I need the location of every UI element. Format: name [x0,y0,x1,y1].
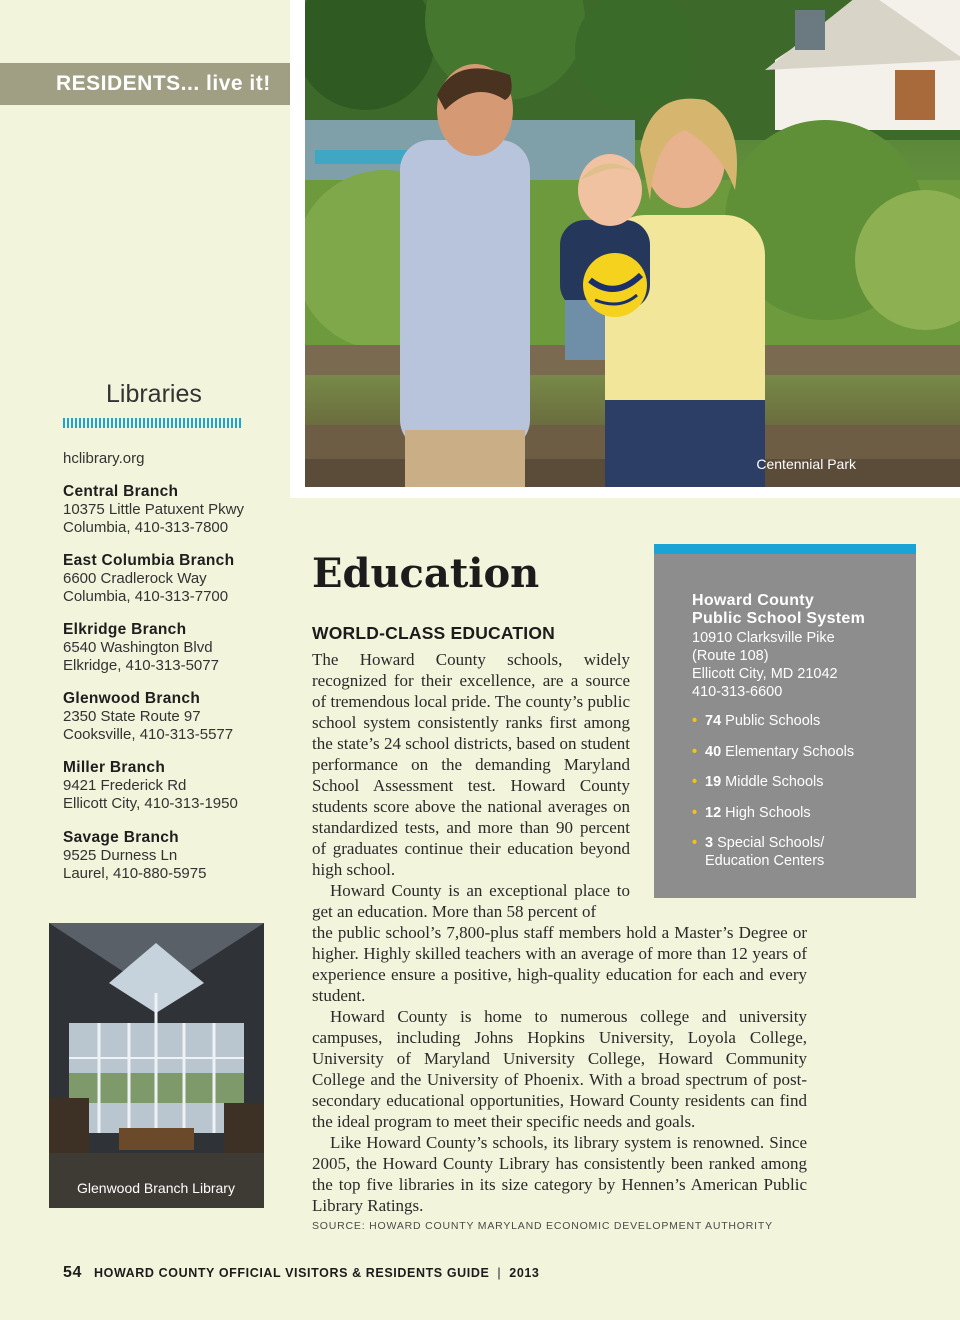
school-stat-number: 3 [705,835,714,851]
education-title: Education [312,550,540,597]
school-system-name [692,592,865,628]
branch-address: 9421 Frederick Rd [63,777,187,794]
school-stat-item [692,804,902,822]
box-accent-bar [654,544,916,554]
school-stat-number: 19 [705,774,722,790]
school-stat-item [692,834,902,870]
library-branch [63,759,283,813]
school-stat-label: Special Schools/ [717,835,825,851]
photo-caption: Centennial Park [756,456,856,472]
branch-city-phone: Ellicott City, 410-313-1950 [63,795,238,812]
library-photo [49,923,264,1208]
page-footer [63,1264,539,1282]
bullet-icon: • [692,713,698,729]
school-stat-label-continued: Education Centers [705,853,825,869]
branch-name: Miller Branch [63,759,166,776]
section-banner [0,63,340,105]
branch-city-phone: Columbia, 410-313-7800 [63,519,229,536]
school-stat-label: Elementary Schools [725,744,855,760]
branch-city-phone: Columbia, 410-313-7700 [63,588,229,605]
footer-separator: | [497,1266,502,1280]
education-subhead: WORLD-CLASS EDUCATION [312,623,556,643]
school-stat-label: Public Schools [725,713,821,729]
school-system-box [654,544,916,898]
article-paragraph: Like Howard County’s schools, its library system is renowned. Since 2005, the Howard County Library has consistently been ranked among the top five libraries in its size category by Hennen’s American Public Library Ratings. [312,1133,807,1215]
branch-address: 6600 Cradlerock Way [63,570,207,587]
guide-year: 2013 [509,1266,540,1280]
article-column-wide [312,922,807,1216]
school-stat-label: Middle Schools [725,774,824,790]
school-stat-number: 40 [705,744,722,760]
school-stat-item [692,743,902,761]
branch-name: Savage Branch [63,829,179,846]
libraries-heading: Libraries [106,380,202,408]
library-branch [63,690,283,744]
branch-name: Central Branch [63,483,179,500]
family-photo-illustration [305,0,960,487]
article-source: SOURCE: HOWARD COUNTY MARYLAND ECONOMIC DEVELOPMENT AUTHORITY [312,1220,773,1232]
branch-name: East Columbia Branch [63,552,235,569]
library-branch [63,483,283,537]
libraries-website[interactable]: hclibrary.org [63,450,145,467]
page-number: 54 [63,1264,82,1281]
article-column-narrow [312,649,630,922]
school-stat-item [692,712,902,730]
library-photo-illustration [49,923,264,1208]
school-system-name-line: Public School System [692,610,866,627]
branch-name: Glenwood Branch [63,690,201,707]
box-notch [0,582,17,618]
bullet-icon: • [692,805,698,821]
school-stat-item [692,773,902,791]
article-paragraph: The Howard County schools, widely recognized for their excellence, are a source of tremendous local pride. The county’s public school system consistently ranks first among the state’s 24 school districts, based on student performance on the demanding Maryland School Assessment test. Howard County students score above the national averages on standardized tests, and more than 90 percent of graduates continue their education beyond high school. [312,650,630,879]
branch-address: 6540 Washington Blvd [63,639,213,656]
school-city: Ellicott City, MD 21042 [692,666,838,682]
branch-address: 10375 Little Patuxent Pkwy [63,501,244,518]
branch-address: 2350 State Route 97 [63,708,201,725]
bullet-icon: • [692,835,698,851]
article-paragraph: the public school’s 7,800-plus staff members hold a Master’s Degree or higher. Highly skilled teachers with an average of more than 12 years of experience ensure a positive, high-quality education for each and every student. [312,923,807,1005]
branch-city-phone: Laurel, 410-880-5975 [63,865,207,882]
branch-address: 9525 Durness Ln [63,847,178,864]
library-photo-caption: Glenwood Branch Library [77,1180,235,1196]
branch-name: Elkridge Branch [63,621,187,638]
library-branch [63,552,283,606]
school-stat-number: 74 [705,713,722,729]
school-phone[interactable]: 410-313-6600 [692,684,783,700]
school-address: 10910 Clarksville Pike [692,630,835,646]
school-stat-number: 12 [705,805,722,821]
bullet-icon: • [692,744,698,760]
branch-city-phone: Cooksville, 410-313-5577 [63,726,234,743]
guide-title: HOWARD COUNTY OFFICIAL VISITORS & RESIDENTS GUIDE [94,1266,490,1280]
family-photo [305,0,960,487]
article-paragraph: Howard County is home to numerous college and university campuses, including Johns Hopkins University, Loyola College, University of Maryland University College, Howard Community College and the University of Phoenix. With a broad spectrum of post-secondary educational opportunities, Howard County residents can find the ideal program to meet their specific needs and goals. [312,1007,807,1131]
article-paragraph: Howard County is an exceptional place to get an education. More than 58 percent of [312,881,630,921]
branch-city-phone: Elkridge, 410-313-5077 [63,657,219,674]
school-address-route: (Route 108) [692,648,769,664]
school-system-name-line: Howard County [692,592,815,609]
libraries-divider [63,418,241,428]
library-branch [63,621,283,675]
bullet-icon: • [692,774,698,790]
school-stat-label: High Schools [725,805,811,821]
banner-text: RESIDENTS... live it! [56,72,271,95]
library-branch [63,829,283,883]
